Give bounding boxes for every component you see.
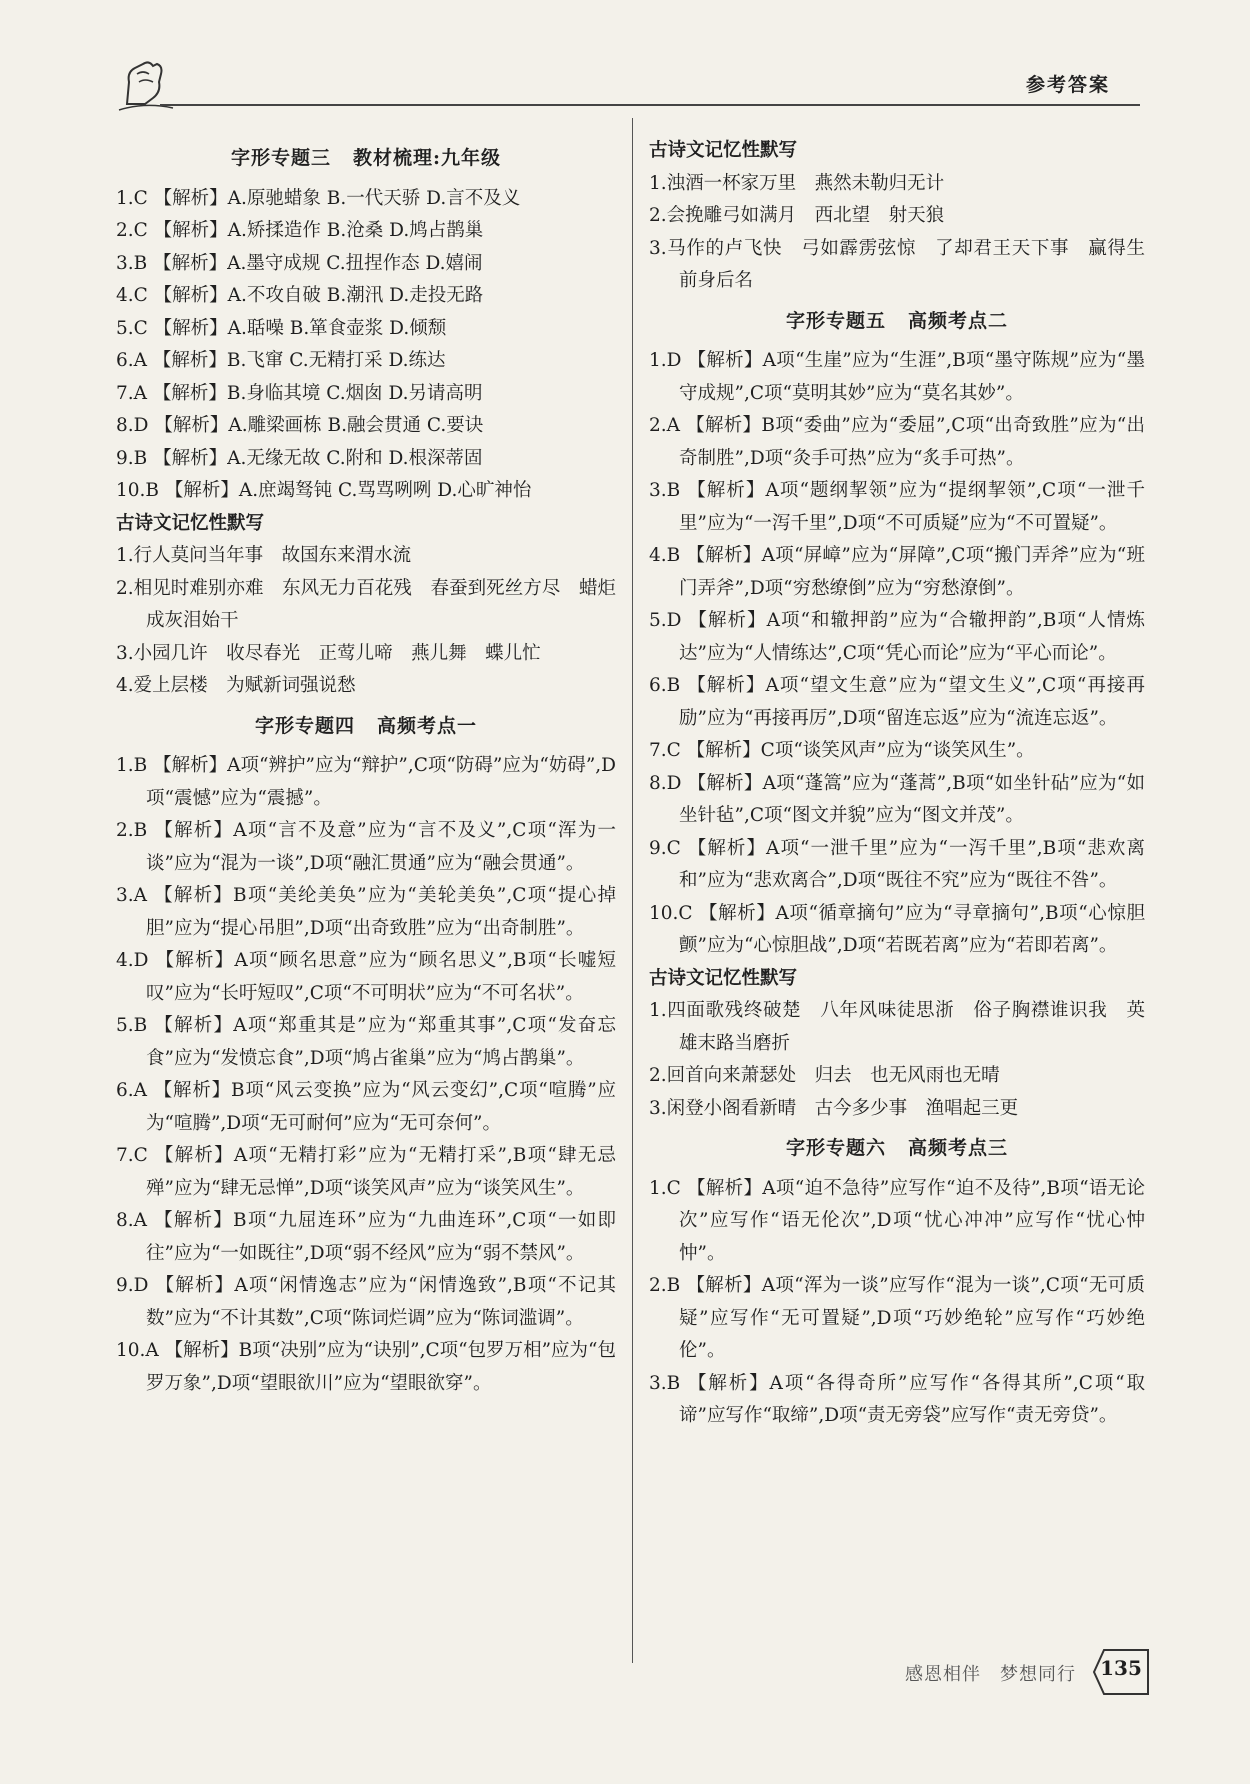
answer-item: 5.C 【解析】A.聒噪 B.箪食壶浆 D.倾颓 <box>116 317 447 339</box>
fist-logo-icon <box>115 52 175 112</box>
answer-item: 8.A 【解析】B项“九屈连环”应为“九曲连环”,C项“一如即往”应为“一如既往”,D项“弱不经风”应为“弱不禁风”。 <box>116 1210 616 1264</box>
poem-section-title: 古诗文记忆性默写 <box>649 967 798 989</box>
poem-item: 1.行人莫问当年事 故国东来渭水流 <box>116 545 412 566</box>
section-title-part: 字形专题四 <box>254 714 355 737</box>
poem-item: 1.浊酒一杯家万里 燕然未勒归无计 <box>649 172 945 194</box>
poem-item: 2.相见时难别亦难 东风无力百花残 春蚕到死丝方尽 蜡炬成灰泪始干 <box>116 577 616 631</box>
poem-item: 1.四面歌残终破楚 八年风味徒思浙 俗子胸襟谁识我 英雄末路当磨折 <box>649 1000 1145 1054</box>
answer-item: 2.B 【解析】A项“浑为一谈”应写作“混为一谈”,C项“无可质疑”应写作“无可置疑”,D项“巧妙绝轮”应写作“巧妙绝伦”。 <box>649 1275 1145 1361</box>
header-rule <box>160 104 1140 106</box>
answer-item: 10.C 【解析】A项“循章摘句”应为“寻章摘句”,B项“心惊胆颤”应为“心惊胆战”,D项“若既若离”应为“若即若离”。 <box>649 902 1145 956</box>
answer-item: 3.A 【解析】B项“美纶美奂”应为“美轮美奂”,C项“提心掉胆”应为“提心吊胆”,D项“出奇致胜”应为“出奇制胜”。 <box>116 885 616 939</box>
section-title-part: 高频考点二 <box>908 309 1009 332</box>
section-title-part: 教材梳理:九年级 <box>353 147 502 169</box>
answer-item: 4.B 【解析】A项“屏嶂”应为“屏障”,C项“搬门弄斧”应为“班门弄斧”,D项“穷愁缭倒”应为“穷愁潦倒”。 <box>649 545 1145 599</box>
answer-item: 3.B 【解析】A项“题纲挈领”应为“提纲挈领”,C项“一泄千里”应为“一泻千里”,D项“不可质疑”应为“不可置疑”。 <box>649 480 1145 534</box>
answer-item: 4.C 【解析】A.不攻自破 B.潮汛 D.走投无路 <box>116 285 484 306</box>
section-title <box>649 1132 1145 1165</box>
section-title-part: 字形专题三 <box>230 147 331 169</box>
section-title-part: 高频考点一 <box>377 714 478 737</box>
answer-item: 9.D 【解析】A项“闲情逸志”应为“闲情逸致”,B项“不记其数”应为“不计其数”,C项“陈词烂调”应为“陈词滥调”。 <box>116 1275 616 1329</box>
right-column <box>649 135 1145 1433</box>
section-title <box>116 710 616 743</box>
answer-item: 1.C 【解析】A.原驰蜡象 B.一代天骄 D.言不及义 <box>116 187 521 209</box>
answer-item: 8.D 【解析】A.雕梁画栋 B.融会贯通 C.要诀 <box>116 415 484 436</box>
poem-item: 3.马作的卢飞快 弓如霹雳弦惊 了却君王天下事 赢得生前身后名 <box>649 237 1145 291</box>
poem-item: 4.爱上层楼 为赋新词强说愁 <box>116 675 356 696</box>
poem-item: 2.回首向来萧瑟处 归去 也无风雨也无晴 <box>649 1065 1000 1086</box>
section-title-part: 字形专题五 <box>785 309 886 332</box>
page-number: 135 <box>1100 1656 1142 1680</box>
column-divider <box>632 118 633 1663</box>
answer-item: 6.A 【解析】B项“风云变换”应为“风云变幻”,C项“喧腾”应为“喧腾”,D项“无可耐何”应为“无可奈何”。 <box>116 1080 616 1134</box>
poem-section-title: 古诗文记忆性默写 <box>116 512 265 534</box>
answer-item: 7.C 【解析】C项“谈笑风声”应为“谈笑风生”。 <box>649 740 1035 761</box>
answer-item: 9.B 【解析】A.无缘无故 C.附和 D.根深蒂固 <box>116 447 483 469</box>
poem-item: 3.小园几许 收尽春光 正莺儿啼 燕儿舞 蝶儿忙 <box>116 642 541 664</box>
answer-item: 7.A 【解析】B.身临其境 C.烟囱 D.另请高明 <box>116 382 483 404</box>
answer-item: 1.D 【解析】A项“生崖”应为“生涯”,B项“墨守陈规”应为“墨守成规”,C项“莫明其妙”应为“莫名其妙”。 <box>649 350 1145 404</box>
poem-item: 3.闲登小阁看新晴 古今多少事 渔唱起三更 <box>649 1097 1019 1119</box>
answer-item: 5.D 【解析】A项“和辙押韵”应为“合辙押韵”,B项“人情炼达”应为“人情练达”,C项“凭心而论”应为“平心而论”。 <box>649 610 1145 664</box>
footer-motto: 感恩相伴 梦想同行 <box>905 1664 1076 1685</box>
answer-item: 8.D 【解析】A项“蓬篙”应为“蓬蒿”,B项“如坐针砧”应为“如坐针毡”,C项“图文并貌”应为“图文并茂”。 <box>649 772 1145 826</box>
answer-item: 10.A 【解析】B项“决别”应为“诀别”,C项“包罗万相”应为“包罗万象”,D项“望眼欲川”应为“望眼欲穿”。 <box>116 1340 616 1394</box>
answer-item: 3.B 【解析】A.墨守成规 C.扭捏作态 D.嬉闹 <box>116 252 483 274</box>
answer-item: 4.D 【解析】A项“顾名思意”应为“顾名思义”,B项“长嘘短叹”应为“长吁短叹”,C项“不可明状”应为“不可名状”。 <box>116 950 616 1004</box>
answer-item: 9.C 【解析】A项“一泄千里”应为“一泻千里”,B项“悲欢离和”应为“悲欢离合”,D项“既往不究”应为“既往不咎”。 <box>649 837 1145 891</box>
poem-item: 2.会挽雕弓如满月 西北望 射天狼 <box>649 205 945 226</box>
left-column <box>116 135 616 1400</box>
answer-item: 2.B 【解析】A项“言不及意”应为“言不及义”,C项“浑为一谈”应为“混为一谈”,D项“融汇贯通”应为“融会贯通”。 <box>116 820 616 874</box>
answer-item: 1.B 【解析】A项“辨护”应为“辩护”,C项“防碍”应为“妨碍”,D项“震憾”应为“震撼”。 <box>116 755 616 809</box>
answer-item: 6.B 【解析】A项“望文生意”应为“望文生义”,C项“再接再励”应为“再接再厉”,D项“留连忘返”应为“流连忘返”。 <box>649 675 1145 729</box>
answer-item: 1.C 【解析】A项“迫不急待”应写作“迫不及待”,B项“语无论次”应写作“语无伦次”,D项“忧心冲冲”应写作“忧心忡忡”。 <box>649 1177 1145 1264</box>
answer-item: 2.A 【解析】B项“委曲”应为“委屈”,C项“出奇致胜”应为“出奇制胜”,D项“灸手可热”应为“炙手可热”。 <box>649 415 1145 469</box>
section-title-part: 高频考点三 <box>908 1137 1009 1159</box>
poem-section-title: 古诗文记忆性默写 <box>649 140 798 161</box>
section-title-part: 字形专题六 <box>785 1137 886 1159</box>
answer-item: 5.B 【解析】A项“郑重其是”应为“郑重其事”,C项“发奋忘食”应为“发愤忘食”,D项“鸠占雀巢”应为“鸠占鹊巢”。 <box>116 1015 616 1069</box>
header-title: 参考答案 <box>1025 74 1110 96</box>
answer-item: 3.B 【解析】A项“各得奇所”应写作“各得其所”,C项“取谛”应写作“取缔”,D项“责无旁袋”应写作“责无旁贷”。 <box>649 1372 1145 1426</box>
section-title <box>649 305 1145 338</box>
answer-item: 10.B 【解析】A.庶竭驽钝 C.骂骂咧咧 D.心旷神怡 <box>116 480 532 501</box>
answer-item: 6.A 【解析】B.飞窜 C.无精打采 D.练达 <box>116 350 446 371</box>
answer-item: 2.C 【解析】A.矫揉造作 B.沧桑 D.鸠占鹊巢 <box>116 220 484 241</box>
answer-item: 7.C 【解析】A项“无精打彩”应为“无精打采”,B项“肆无忌殚”应为“肆无忌惮”,D项“谈笑风声”应为“谈笑风生”。 <box>116 1145 616 1199</box>
section-title <box>116 142 616 175</box>
